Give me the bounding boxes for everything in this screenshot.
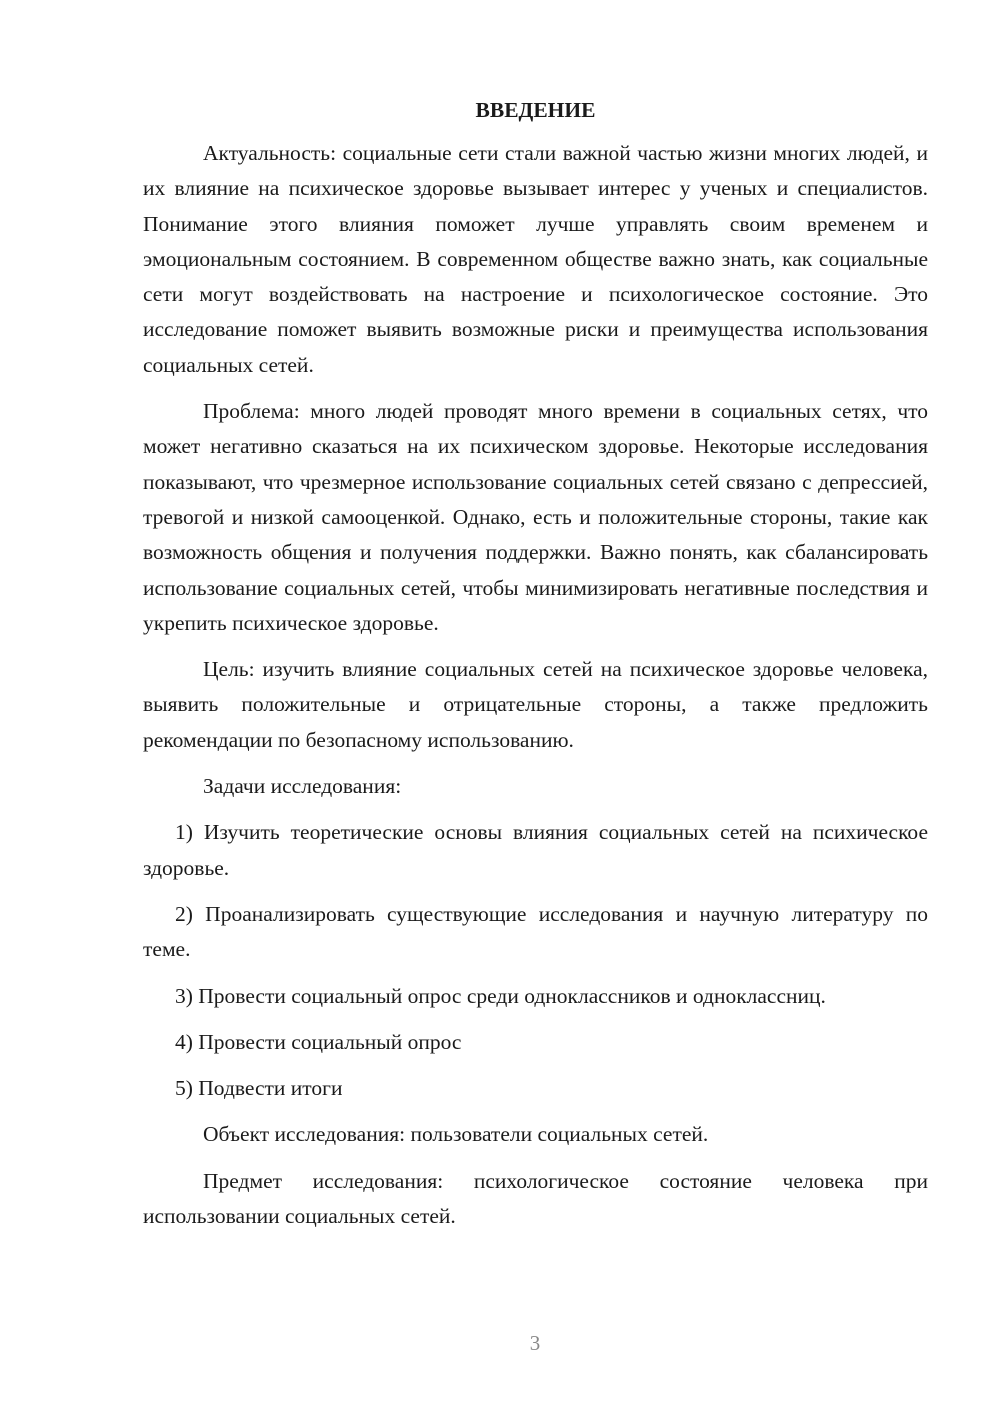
problem-paragraph: Проблема: много людей проводят много времени в социальных сетях, что может негативно сказаться на их психическом здоровье. Некоторые исследования показывают, что чрезмерное использование социальных сетей связано с депрессией, тревогой и низкой самооценкой. Однако, есть и положительные стороны, такие как возможность общения и получения поддержки. Важно понять, как сбалансировать использование социальных сетей, чтобы минимизировать негативные последствия и укрепить психическое здоровье. bbox=[143, 399, 928, 635]
task-item-3: 3) Провести социальный опрос среди одноклассников и одноклассниц. bbox=[175, 983, 826, 1008]
section-title: ВВЕДЕНИЕ bbox=[475, 98, 596, 122]
goal-paragraph: Цель: изучить влияние социальных сетей на психическое здоровье человека, выявить положительные и отрицательные стороны, а также предложить рекомендации по безопасному использованию. bbox=[143, 657, 928, 752]
task-item-5: 5) Подвести итоги bbox=[175, 1076, 343, 1101]
tasks-heading: Задачи исследования: bbox=[203, 774, 402, 799]
object-paragraph: Объект исследования: пользователи социальных сетей. bbox=[203, 1122, 709, 1147]
task-item-2: 2) Проанализировать существующие исследования и научную литературу по теме. bbox=[143, 901, 928, 962]
task-item-4: 4) Провести социальный опрос bbox=[175, 1029, 462, 1054]
actuality-paragraph: Актуальность: социальные сети стали важной частью жизни многих людей, и их влияние на психическое здоровье вызывает интерес у ученых и специалистов. Понимание этого влияния поможет лучше управлять своим временем и эмоциональным состоянием. В современном обществе важно знать, как социальные сети могут воздействовать на настроение и психологическое состояние. Это исследование поможет выявить возможные риски и преимущества использования социальных сетей. bbox=[143, 141, 928, 377]
document-page bbox=[143, 92, 928, 1245]
task-item-1: 1) Изучить теоретические основы влияния социальных сетей на психическое здоровье. bbox=[143, 820, 928, 880]
subject-paragraph: Предмет исследования: психологическое состояние человека при использовании социальных сетей. bbox=[143, 1168, 928, 1229]
page-number: 3 bbox=[529, 1331, 541, 1355]
